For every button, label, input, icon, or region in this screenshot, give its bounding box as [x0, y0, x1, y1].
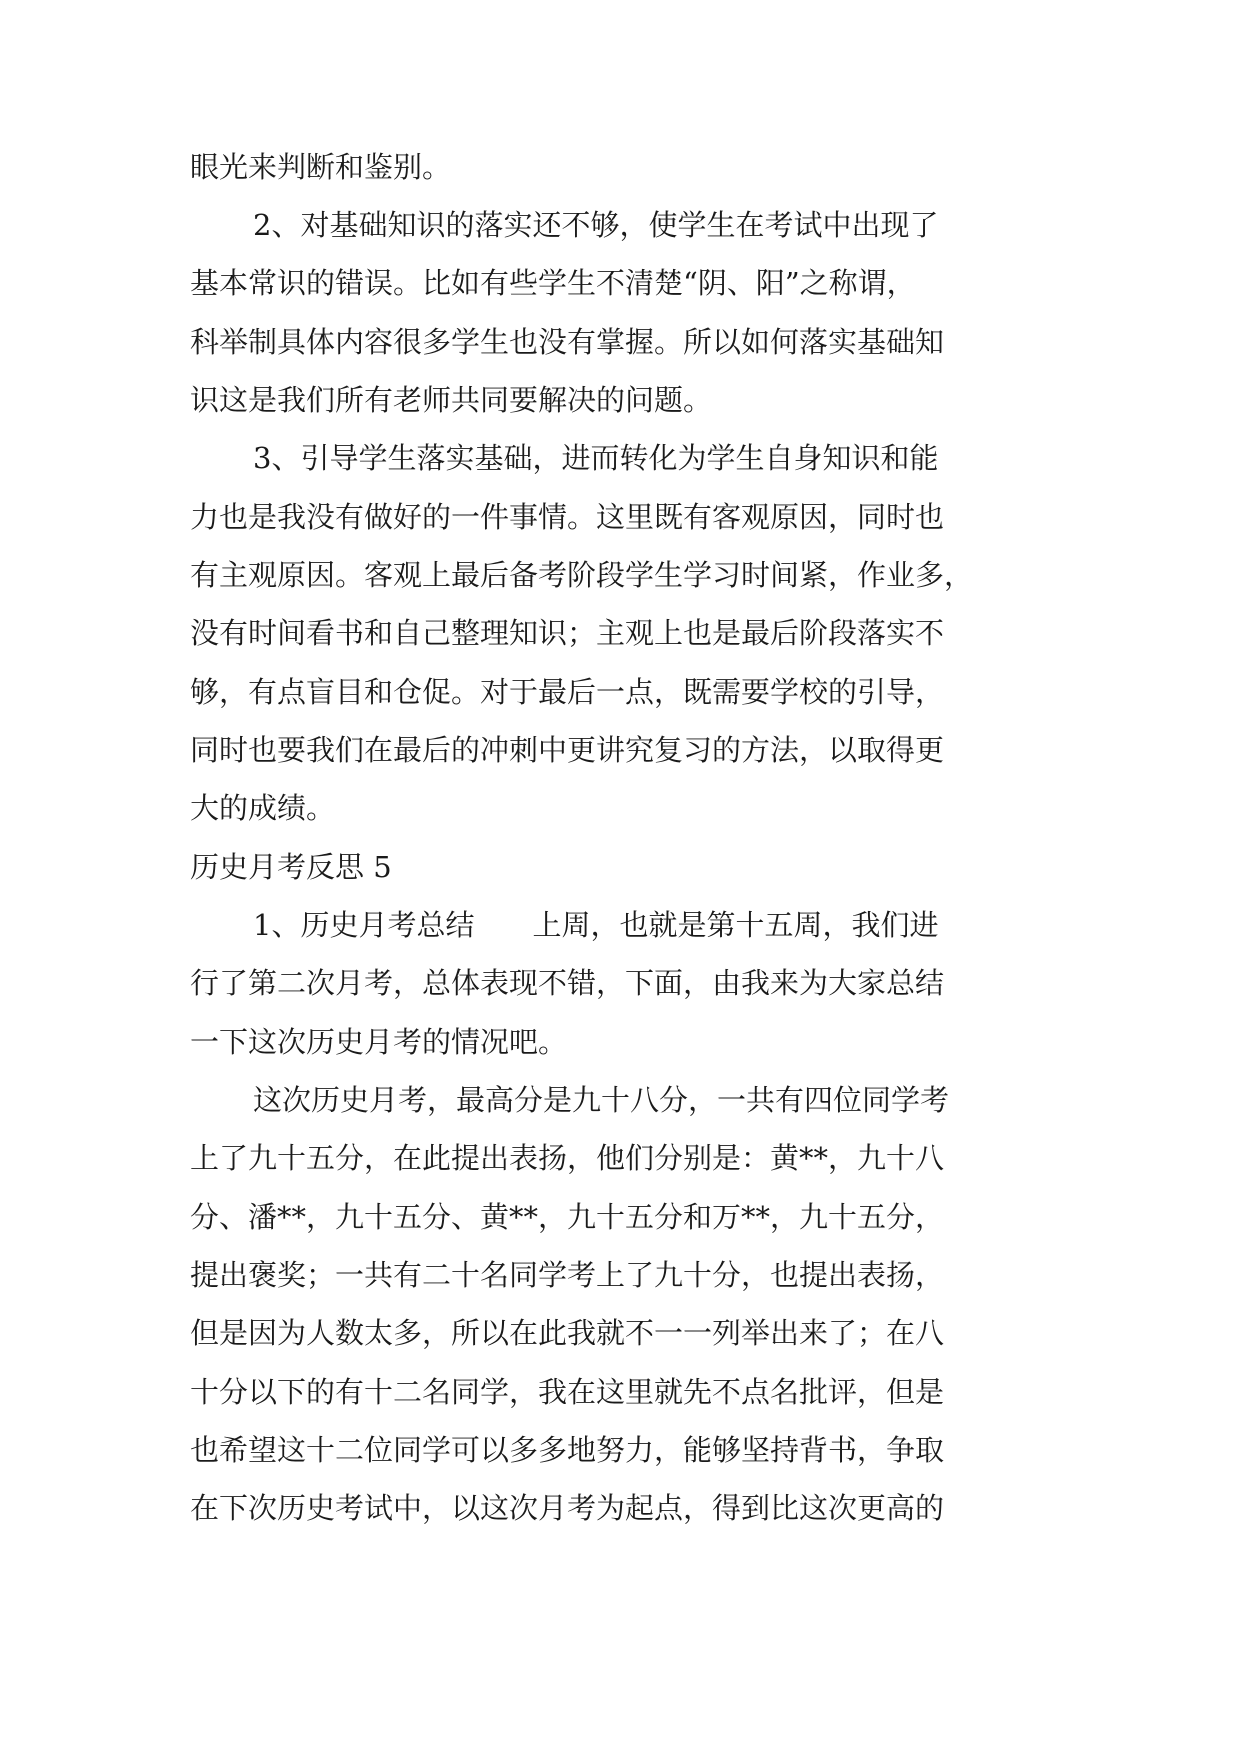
text-line: 3、引导学生落实基础，进而转化为学生自身知识和能 — [253, 441, 939, 475]
text-line: 2、对基础知识的落实还不够，使学生在考试中出现了 — [253, 208, 939, 242]
section-heading: 历史月考反思 5 — [190, 850, 392, 884]
text-line: 有主观原因。客观上最后备考阶段学生学习时间紧，作业多， — [190, 558, 974, 592]
text-line: 科举制具体内容很多学生也没有掌握。所以如何落实基础知 — [190, 325, 945, 359]
text-line: 行了第二次月考，总体表现不错，下面，由我来为大家总结 — [190, 966, 945, 1000]
text-line: 在下次历史考试中，以这次月考为起点，得到比这次更高的 — [190, 1491, 945, 1525]
text-line: 识这是我们所有老师共同要解决的问题。 — [190, 383, 713, 417]
text-line: 眼光来判断和鉴别。 — [190, 150, 452, 184]
text-line: 上了九十五分，在此提出表扬，他们分别是：黄**，九十八 — [190, 1141, 945, 1175]
text-line: 这次历史月考，最高分是九十八分，一共有四位同学考 — [253, 1083, 950, 1117]
text-line: 力也是我没有做好的一件事情。这里既有客观原因，同时也 — [190, 500, 945, 534]
text-line: 也希望这十二位同学可以多多地努力，能够坚持背书，争取 — [190, 1433, 945, 1467]
text-line: 同时也要我们在最后的冲刺中更讲究复习的方法，以取得更 — [190, 733, 945, 767]
text-line: 没有时间看书和自己整理知识；主观上也是最后阶段落实不 — [190, 616, 945, 650]
text-line: 一下这次历史月考的情况吧。 — [190, 1025, 568, 1059]
text-line: 提出褒奖；一共有二十名同学考上了九十分，也提出表扬， — [190, 1258, 945, 1292]
text-line: 1、历史月考总结 上周，也就是第十五周，我们进 — [253, 908, 939, 942]
text-line: 分、潘**，九十五分、黄**，九十五分和万**，九十五分， — [190, 1200, 945, 1234]
text-line: 基本常识的错误。比如有些学生不清楚“阴、阳”之称谓， — [190, 266, 916, 300]
text-line: 够，有点盲目和仓促。对于最后一点，既需要学校的引导， — [190, 675, 945, 709]
text-line: 但是因为人数太多，所以在此我就不一一列举出来了；在八 — [190, 1316, 945, 1350]
text-line: 大的成绩。 — [190, 791, 336, 825]
text-line: 十分以下的有十二名同学，我在这里就先不点名批评，但是 — [190, 1375, 945, 1409]
